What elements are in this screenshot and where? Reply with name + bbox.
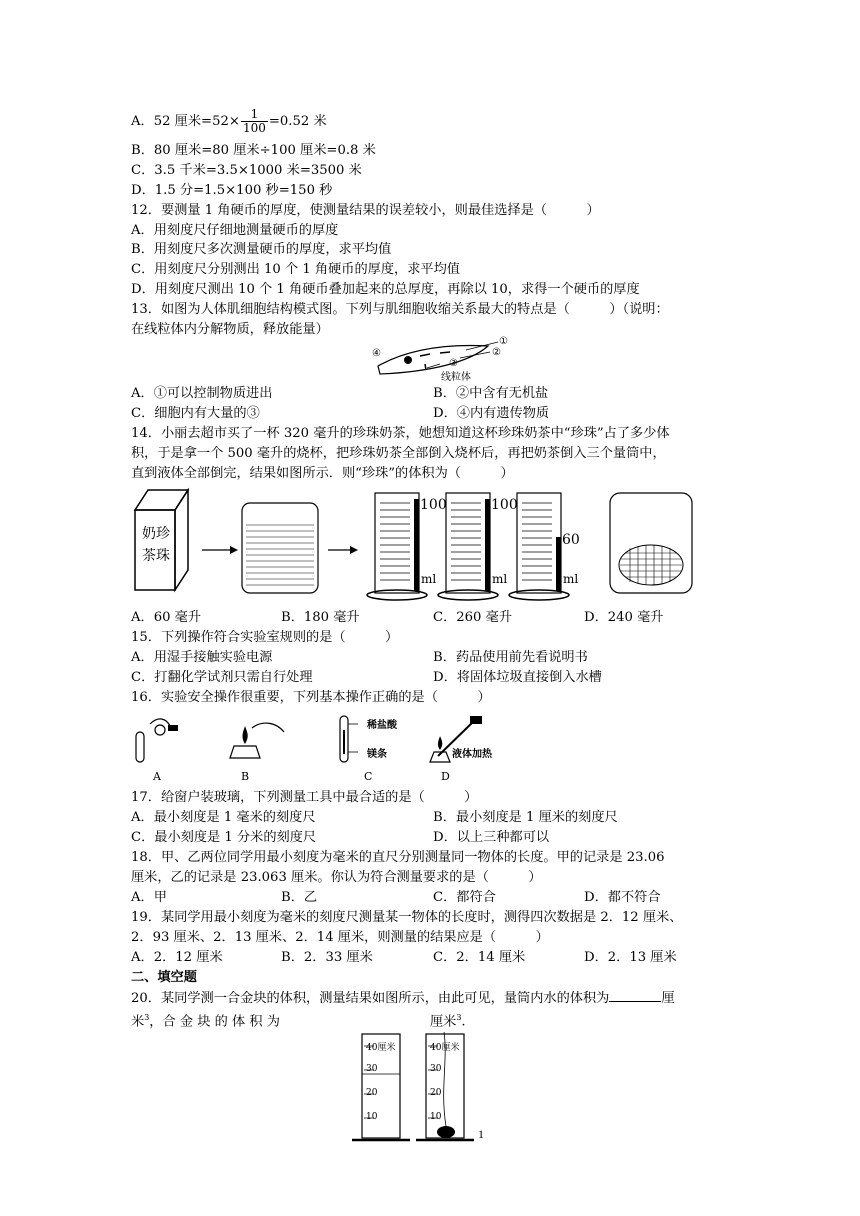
q17-option-a: A．最小刻度是 1 毫米的刻度尺: [131, 810, 316, 825]
q20-stem-line2: [131, 1009, 466, 1031]
lab-operations-figure: [130, 710, 510, 770]
q18-stem-line2: 厘米，乙的记录是 23.063 厘米。你认为符合测量要求的是（ ）: [131, 870, 542, 885]
box-label-2: 茶珠: [142, 548, 170, 564]
cylinder-b-tick-10: 10: [430, 1112, 442, 1122]
q12-stem: 12．要测量 1 角硬币的厚度，使测量结果的误差较小，则最佳选择是（ ）: [131, 203, 600, 218]
q14-option-c: C．260 毫升: [433, 610, 513, 625]
fig-label-2: ②: [492, 347, 501, 358]
fig-letter-d: D: [441, 770, 450, 783]
q14-stem-line2: 积，于是拿一个 500 毫升的烧杯，把珍珠奶茶全部倒入烧杯后，再把奶茶倒入三个量筒中，: [131, 446, 666, 461]
q20-sup-1: 3: [144, 1013, 150, 1022]
q18-stem-line1: 18．甲、乙两位同学用最小刻度为毫米的直尺分别测量同一物体的长度。甲的记录是 23.06: [131, 850, 665, 865]
answer-blank-1[interactable]: [609, 989, 661, 1002]
q13-stem-line1: 13．如图为人体肌细胞结构模式图。下列与肌细胞收缩关系最大的特点是（ ）（说明：: [131, 302, 669, 317]
q19-stem-line1: 19．某同学用最小刻度为毫米的刻度尺测量某一物体的长度时，测得四次数据是 2．12 厘米、: [131, 910, 683, 925]
cylinder-2-label: 100: [491, 497, 518, 513]
q18-option-c: C．都符合: [433, 890, 496, 905]
q20-sup-2: 3: [456, 1013, 462, 1022]
q14-stem-line1: 14．小丽去超市买了一杯 320 毫升的珍珠奶茶，她想知道这杯珍珠奶茶中“珍珠”占了多少体: [131, 426, 670, 441]
q13-stem-line2: 在线粒体内分解物质，释放能量）: [131, 322, 329, 337]
cylinder-a-top-label: 40厘米: [366, 1043, 396, 1053]
cylinder-b-tick-30: 30: [430, 1064, 442, 1074]
fraction-numerator: 1: [241, 108, 268, 122]
q14-option-d: D．240 毫升: [584, 610, 664, 625]
q13-option-c: C．细胞内有大量的③: [131, 406, 260, 421]
q19-option-c: C．2．14 厘米: [433, 950, 526, 965]
q19-option-b: B．2．33 厘米: [281, 950, 373, 965]
svg-text:1: 1: [478, 1127, 484, 1141]
q14-stem-line3: 直到液体全部倒完，结果如图所示．则“珍珠”的体积为（ ）: [131, 466, 514, 481]
fig-letter-b: B: [241, 770, 250, 783]
q19-option-a: A．2．12 厘米: [131, 950, 223, 965]
cylinder-3-label: 60: [562, 532, 580, 548]
cylinder-1-unit: ml: [421, 572, 437, 586]
q15-option-c: C．打翻化学试剂只需自行处理: [131, 670, 313, 685]
q19-stem-line2: 2．93 厘米、2．13 厘米、2．14 厘米，则测量的结果应是（ ）: [131, 930, 549, 945]
q17-stem: 17．给窗户装玻璃，下列测量工具中最合适的是（ ）: [131, 790, 478, 805]
q18-option-a: A．甲: [131, 890, 167, 905]
q20-period: .: [461, 1014, 466, 1030]
q12-option-b: B．用刻度尺多次测量硬币的厚度，求平均值: [131, 242, 392, 257]
fig-letter-a: A: [153, 770, 161, 783]
q17-option-d: D．以上三种都可以: [433, 830, 550, 845]
q15-option-a: A．用湿手接触实验电源: [131, 650, 273, 665]
q20-stem-line1: [131, 989, 675, 1008]
q18-option-b: B．乙: [281, 890, 318, 905]
q16-stem: 16．实验安全操作很重要，下列基本操作正确的是（ ）: [131, 690, 491, 705]
fig-label-3: ③: [449, 358, 458, 369]
q14-option-a: A．60 毫升: [131, 610, 202, 625]
q20-unit-a: 米: [131, 1014, 145, 1030]
cylinder-a-tick-10: 10: [366, 1112, 378, 1122]
q11-option-d: D．1.5 分=1.5×100 秒=150 秒: [131, 183, 333, 198]
q20-stem-text: 20．某同学测一合金块的体积，测量结果如图所示，由此可见，量筒内水的体积为: [131, 991, 610, 1006]
fig-label-4: ④: [372, 348, 381, 359]
cylinder-3-unit: ml: [563, 572, 579, 586]
q15-option-b: B．药品使用前先看说明书: [433, 650, 588, 665]
q11-option-c: C．3.5 千米=3.5×1000 米=3500 米: [131, 163, 362, 178]
q18-option-d: D．都不符合: [584, 890, 661, 905]
q17-option-b: B．最小刻度是 1 厘米的刻度尺: [433, 810, 618, 825]
box-label-1: 奶珍: [142, 526, 170, 542]
cylinder-b-top-label: 40厘米: [430, 1043, 460, 1053]
q11-a-prefix: A．52 厘米=52×: [131, 114, 240, 129]
q11-option-a: [131, 108, 327, 135]
q12-option-a: A．用刻度尺仔细地测量硬币的厚度: [131, 223, 339, 238]
label-hydrochloric-acid: 稀盐酸: [367, 720, 397, 731]
q14-option-b: B．180 毫升: [281, 610, 360, 625]
fraction-denominator: 100: [242, 121, 266, 135]
q12-option-d: D．用刻度尺测出 10 个 1 角硬币叠加起来的总厚度，再除以 10，求得一个硬币的厚度: [131, 282, 640, 297]
q20-unit-b: 厘米: [429, 1014, 457, 1030]
q20-stem-end: 厘: [661, 991, 675, 1006]
fig-letter-c: C: [364, 770, 373, 783]
q13-option-d: D．④内有遗传物质: [433, 406, 550, 421]
cylinder-a-tick-30: 30: [366, 1064, 378, 1074]
q11-a-suffix: =0.52 米: [268, 114, 327, 129]
cylinder-2-unit: ml: [492, 572, 508, 586]
fraction: [241, 108, 268, 135]
cylinder-a-tick-20: 20: [366, 1088, 378, 1098]
q15-option-d: D．将固体垃圾直接倒入水槽: [433, 670, 602, 685]
q12-option-c: C．用刻度尺分别测出 10 个 1 角硬币的厚度，求平均值: [131, 262, 460, 277]
q17-option-c: C．最小刻度是 1 分米的刻度尺: [131, 830, 317, 845]
q13-option-a: A．①可以控制物质进出: [131, 386, 273, 401]
q13-option-b: B．②中含有无机盐: [433, 386, 549, 401]
label-magnesium: 镁条: [367, 749, 387, 760]
cylinder-b-tick-20: 20: [430, 1088, 442, 1098]
fig-label-1: ①: [499, 336, 508, 347]
q19-option-d: D．2．13 厘米: [584, 950, 677, 965]
fig-caption: 线粒体: [441, 372, 471, 383]
q20-stem-mid: ，合 金 块 的 体 积 为: [149, 1014, 280, 1030]
label-liquid-heating: 液体加热: [452, 749, 492, 760]
section-title: 二、填空题: [131, 970, 197, 985]
q15-stem: 15．下列操作符合实验室规则的是（ ）: [131, 630, 399, 645]
q11-option-b: B．80 厘米=80 厘米÷100 厘米=0.8 米: [131, 143, 376, 158]
cylinder-1-label: 100: [420, 497, 447, 513]
